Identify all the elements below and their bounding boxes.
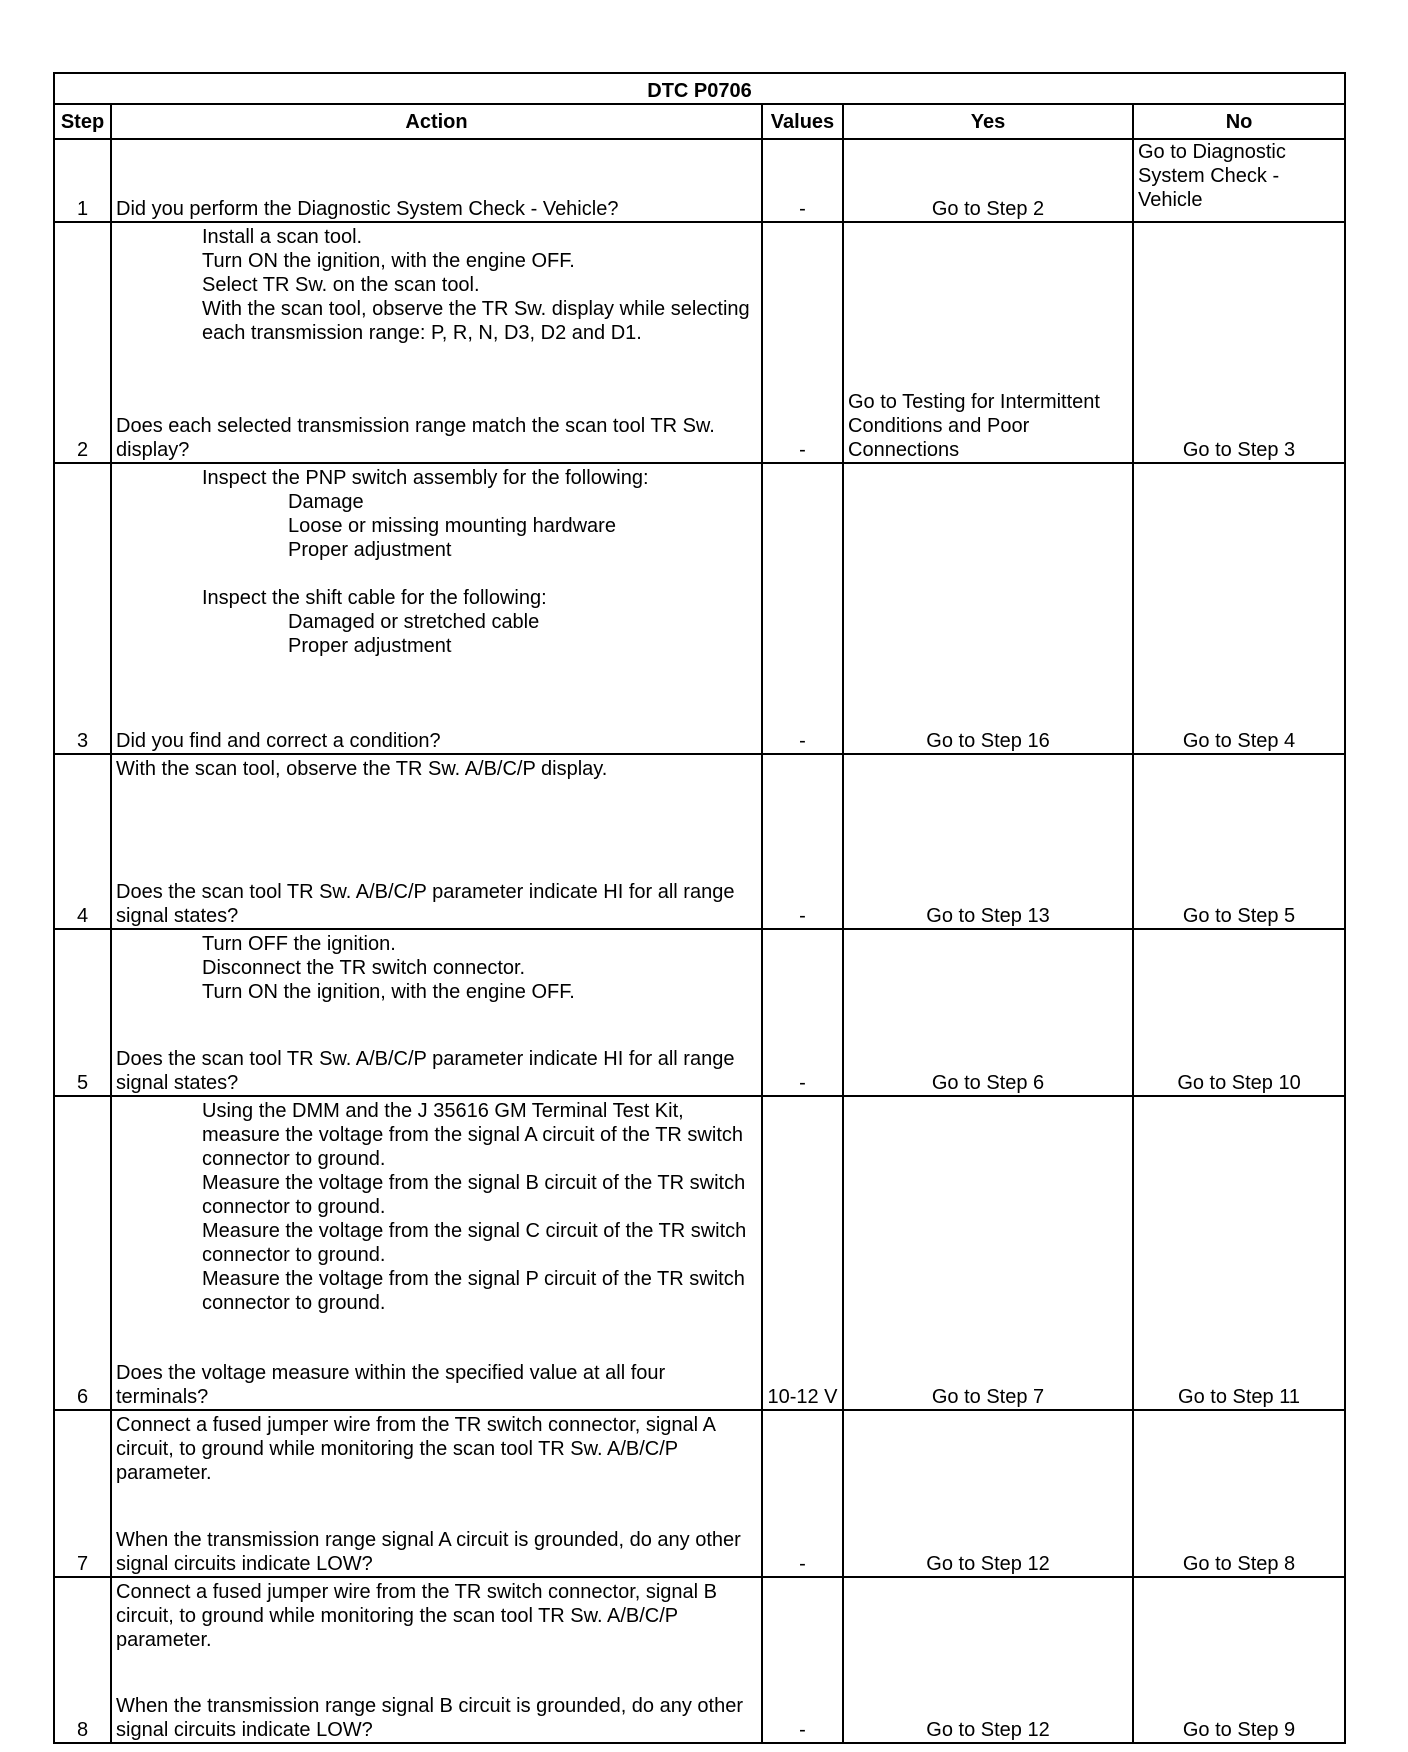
- yes-cell: Go to Step 16: [843, 463, 1133, 754]
- table-row: [54, 1410, 1345, 1577]
- step-number: 6: [54, 1096, 111, 1410]
- action-line: Turn ON the ignition, with the engine OFF.: [202, 250, 575, 272]
- no-cell: Go to Step 3: [1133, 222, 1345, 463]
- step-number: 4: [54, 754, 111, 929]
- yes-cell: Go to Step 13: [843, 754, 1133, 929]
- table-row: [54, 222, 1345, 463]
- action-line: Select TR Sw. on the scan tool.: [202, 274, 480, 296]
- action-line: Measure the voltage from the signal P circuit of the TR switch connector to ground.: [202, 1268, 745, 1314]
- table-row: [54, 754, 1345, 929]
- action-cell: [111, 1577, 762, 1743]
- no-cell: Go to Step 10: [1133, 929, 1345, 1096]
- table-row: [54, 139, 1345, 222]
- table-row: [54, 1096, 1345, 1410]
- action-cell: [111, 929, 762, 1096]
- no-cell: Go to Step 9: [1133, 1577, 1345, 1743]
- value-cell: -: [762, 754, 843, 929]
- action-question: Does each selected transmission range match the scan tool TR Sw. display?: [116, 415, 715, 461]
- table-row: [54, 463, 1345, 754]
- value-cell: -: [762, 1410, 843, 1577]
- action-question: When the transmission range signal B circuit is grounded, do any other signal circuits indicate LOW?: [116, 1695, 744, 1741]
- step-number: 3: [54, 463, 111, 754]
- action-subline: Damage: [288, 491, 364, 513]
- value-cell: -: [762, 1577, 843, 1743]
- header-action: Action: [111, 104, 762, 139]
- yes-cell: Go to Testing for Intermittent Conditions and Poor Connections: [843, 222, 1133, 463]
- table-row: [54, 929, 1345, 1096]
- action-question: Did you find and correct a condition?: [116, 730, 441, 752]
- value-cell: -: [762, 139, 843, 222]
- dtc-table: [53, 72, 1346, 1744]
- action-cell: [111, 754, 762, 929]
- header-no: No: [1133, 104, 1345, 139]
- action-cell: [111, 1410, 762, 1577]
- step-number: 1: [54, 139, 111, 222]
- header-values: Values: [762, 104, 843, 139]
- action-subline: Proper adjustment: [288, 635, 452, 657]
- step-number: 8: [54, 1577, 111, 1743]
- step-number: 5: [54, 929, 111, 1096]
- table-row: [54, 1577, 1345, 1743]
- action-question: Does the voltage measure within the specified value at all four terminals?: [116, 1362, 666, 1408]
- action-question: Does the scan tool TR Sw. A/B/C/P parameter indicate HI for all range signal states?: [116, 1048, 735, 1094]
- action-question: Did you perform the Diagnostic System Check - Vehicle?: [116, 198, 619, 220]
- action-question: When the transmission range signal A circuit is grounded, do any other signal circuits indicate LOW?: [116, 1529, 741, 1575]
- yes-cell: Go to Step 12: [843, 1577, 1133, 1743]
- action-line: Disconnect the TR switch connector.: [202, 957, 526, 979]
- action-line: Inspect the PNP switch assembly for the following:: [202, 467, 649, 489]
- yes-cell: Go to Step 12: [843, 1410, 1133, 1577]
- value-cell: -: [762, 929, 843, 1096]
- action-cell: [111, 222, 762, 463]
- action-line: Inspect the shift cable for the following:: [202, 587, 547, 609]
- action-line: Measure the voltage from the signal B circuit of the TR switch connector to ground.: [202, 1172, 746, 1218]
- header-row: [54, 104, 1345, 139]
- action-cell: [111, 463, 762, 754]
- action-line: Connect a fused jumper wire from the TR switch connector, signal A circuit, to ground while monitoring the scan tool TR Sw. A/B/C/P parameter.: [116, 1414, 715, 1484]
- value-cell: -: [762, 463, 843, 754]
- action-cell: [111, 139, 762, 222]
- no-cell: Go to Diagnostic System Check - Vehicle: [1133, 139, 1345, 222]
- action-subline: Loose or missing mounting hardware: [288, 515, 616, 537]
- header-yes: Yes: [843, 104, 1133, 139]
- action-line: Using the DMM and the J 35616 GM Terminal Test Kit, measure the voltage from the signal A circuit of the TR switch connector to ground.: [202, 1100, 743, 1170]
- action-line: With the scan tool, observe the TR Sw. display while selecting each transmission range: P, R, N, D3, D2 and D1.: [202, 298, 750, 344]
- action-line: Turn OFF the ignition.: [202, 933, 396, 955]
- action-question: Does the scan tool TR Sw. A/B/C/P parameter indicate HI for all range signal states?: [116, 881, 735, 927]
- step-number: 7: [54, 1410, 111, 1577]
- value-cell: 10-12 V: [762, 1096, 843, 1410]
- yes-cell: Go to Step 2: [843, 139, 1133, 222]
- table-title: DTC P0706: [54, 73, 1345, 104]
- no-cell: Go to Step 11: [1133, 1096, 1345, 1410]
- no-cell: Go to Step 4: [1133, 463, 1345, 754]
- action-cell: [111, 1096, 762, 1410]
- yes-cell: Go to Step 7: [843, 1096, 1133, 1410]
- action-line: Connect a fused jumper wire from the TR switch connector, signal B circuit, to ground while monitoring the scan tool TR Sw. A/B/C/P parameter.: [116, 1581, 718, 1651]
- action-line: Measure the voltage from the signal C circuit of the TR switch connector to ground.: [202, 1220, 747, 1266]
- action-line: Install a scan tool.: [202, 226, 363, 248]
- action-line: With the scan tool, observe the TR Sw. A/B/C/P display.: [116, 758, 608, 780]
- action-line: Turn ON the ignition, with the engine OFF.: [202, 981, 575, 1003]
- value-cell: -: [762, 222, 843, 463]
- no-cell: Go to Step 8: [1133, 1410, 1345, 1577]
- no-cell: Go to Step 5: [1133, 754, 1345, 929]
- header-step: Step: [54, 104, 111, 139]
- action-subline: Damaged or stretched cable: [288, 611, 540, 633]
- action-subline: Proper adjustment: [288, 539, 452, 561]
- yes-cell: Go to Step 6: [843, 929, 1133, 1096]
- step-number: 2: [54, 222, 111, 463]
